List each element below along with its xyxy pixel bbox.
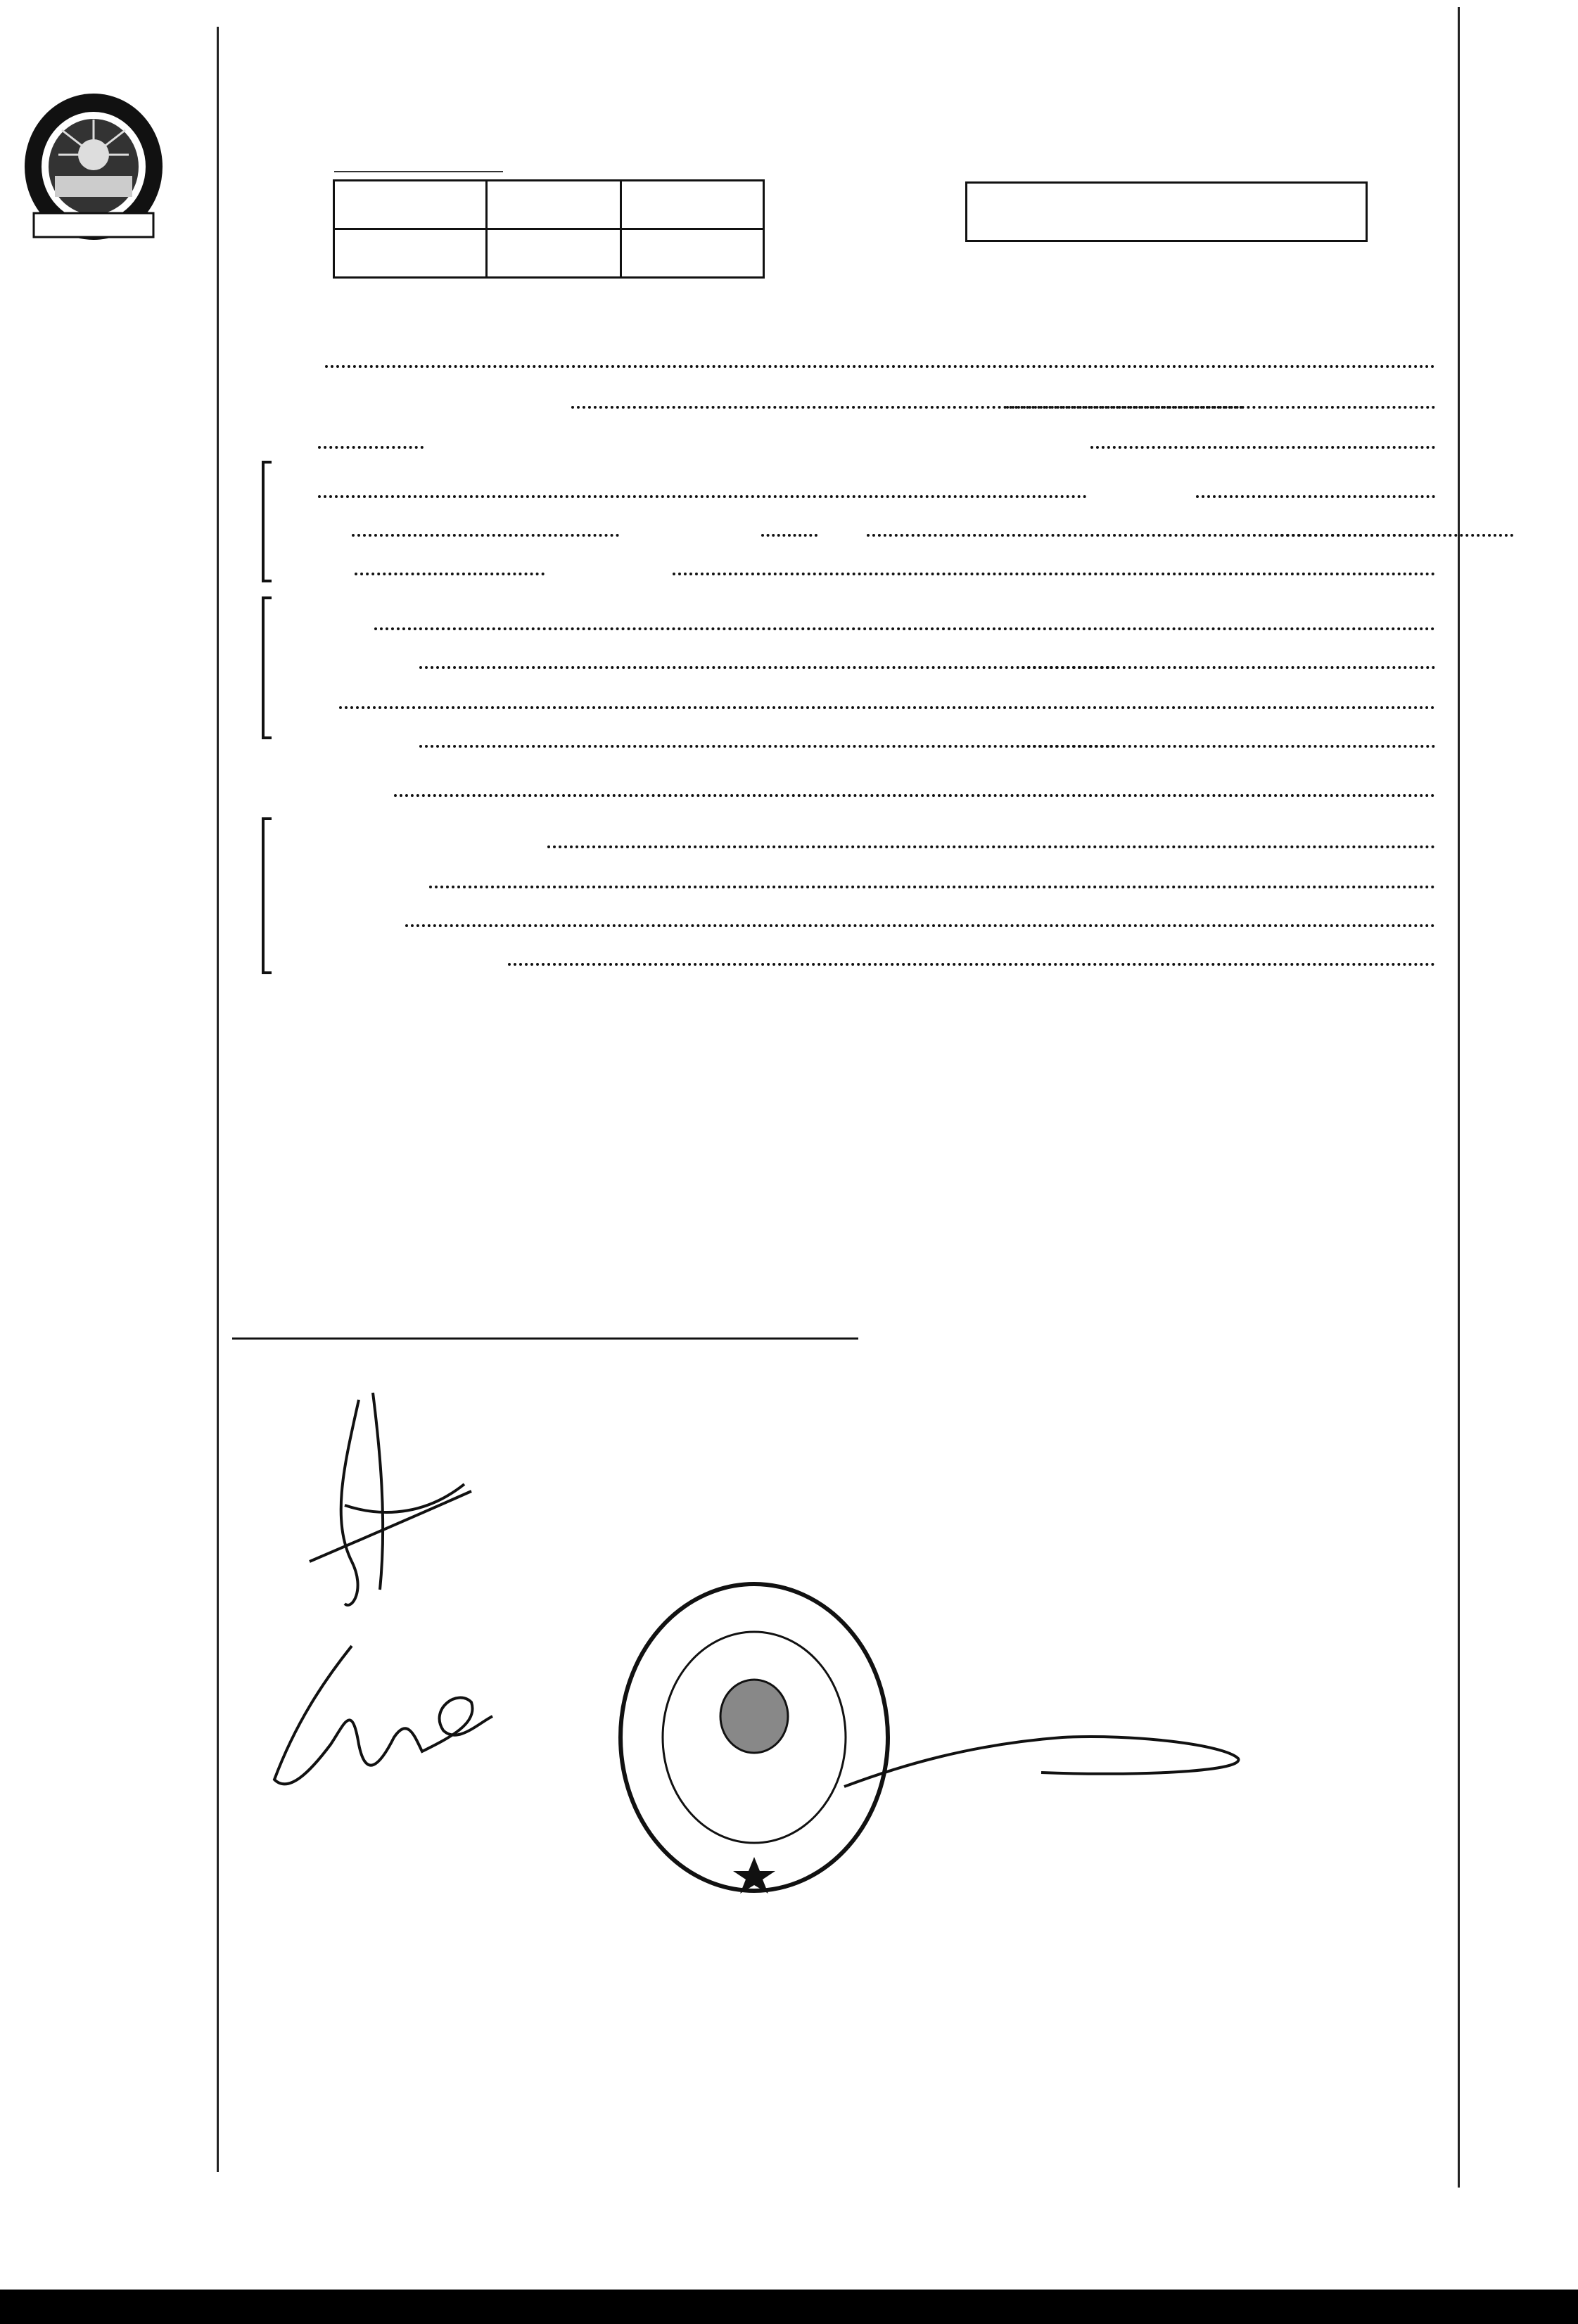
row-name bbox=[281, 464, 1435, 504]
record-table-header bbox=[334, 181, 764, 229]
header-acta bbox=[487, 181, 621, 229]
dni-sticker bbox=[232, 1080, 858, 1347]
right-margin-line bbox=[1458, 7, 1460, 2188]
row-hora bbox=[281, 542, 1435, 581]
record-type-box bbox=[965, 181, 1368, 242]
row-certificado bbox=[281, 815, 1435, 854]
value-ano bbox=[621, 229, 764, 278]
misiones-logo bbox=[20, 88, 167, 243]
mother-nat-dots bbox=[1022, 745, 1435, 748]
mother-doc-dots bbox=[419, 745, 1116, 748]
en-dots bbox=[325, 365, 1435, 368]
signature-2 bbox=[267, 1618, 500, 1815]
value-acta bbox=[487, 229, 621, 278]
nacido-bracket bbox=[262, 461, 272, 582]
birth-day-dots bbox=[761, 534, 817, 537]
record-table-values bbox=[334, 229, 764, 278]
certificado-dots bbox=[547, 845, 1435, 848]
value-tomo bbox=[334, 229, 487, 278]
time-dots bbox=[355, 573, 545, 575]
domicilio-dots bbox=[405, 924, 1435, 927]
father-doc-dots bbox=[419, 666, 1116, 669]
serial-underline bbox=[334, 171, 503, 172]
declarante-bracket bbox=[262, 817, 272, 974]
mother-dots bbox=[339, 706, 1435, 709]
row-domicilio bbox=[281, 893, 1435, 933]
month-dots bbox=[1006, 406, 1435, 409]
place-dots bbox=[673, 573, 1435, 575]
sexo-dots bbox=[352, 534, 619, 537]
row-declarante bbox=[281, 855, 1435, 894]
apellido-dots bbox=[394, 794, 1435, 797]
row-sexo bbox=[281, 503, 1435, 542]
header-ano bbox=[621, 181, 764, 229]
row-year bbox=[281, 415, 1435, 454]
signature-1 bbox=[303, 1379, 485, 1632]
father-nat-dots bbox=[1022, 666, 1435, 669]
row-en bbox=[281, 334, 1435, 374]
birth-year-dots bbox=[1275, 534, 1435, 537]
declarante-dots bbox=[429, 886, 1435, 888]
header-tomo bbox=[334, 181, 487, 229]
row-madre bbox=[281, 675, 1435, 715]
record-table bbox=[333, 179, 765, 279]
row-padre-doc bbox=[281, 635, 1435, 675]
dni-dots bbox=[1196, 495, 1435, 498]
name-dots bbox=[318, 495, 1087, 498]
row-republica bbox=[281, 375, 1435, 414]
row-padre bbox=[281, 596, 1435, 636]
footer-code bbox=[0, 2290, 1578, 2324]
signature-3 bbox=[830, 1716, 1252, 1801]
acta-type-dots bbox=[1090, 446, 1435, 449]
row-madre-doc bbox=[281, 714, 1435, 753]
obra-dots bbox=[508, 963, 1435, 966]
row-obra bbox=[281, 932, 1435, 971]
row-apellido bbox=[281, 763, 1435, 803]
year-dots bbox=[318, 446, 424, 449]
father-dots bbox=[374, 627, 1435, 630]
padres-bracket bbox=[262, 596, 272, 739]
left-margin-line bbox=[217, 27, 219, 2172]
